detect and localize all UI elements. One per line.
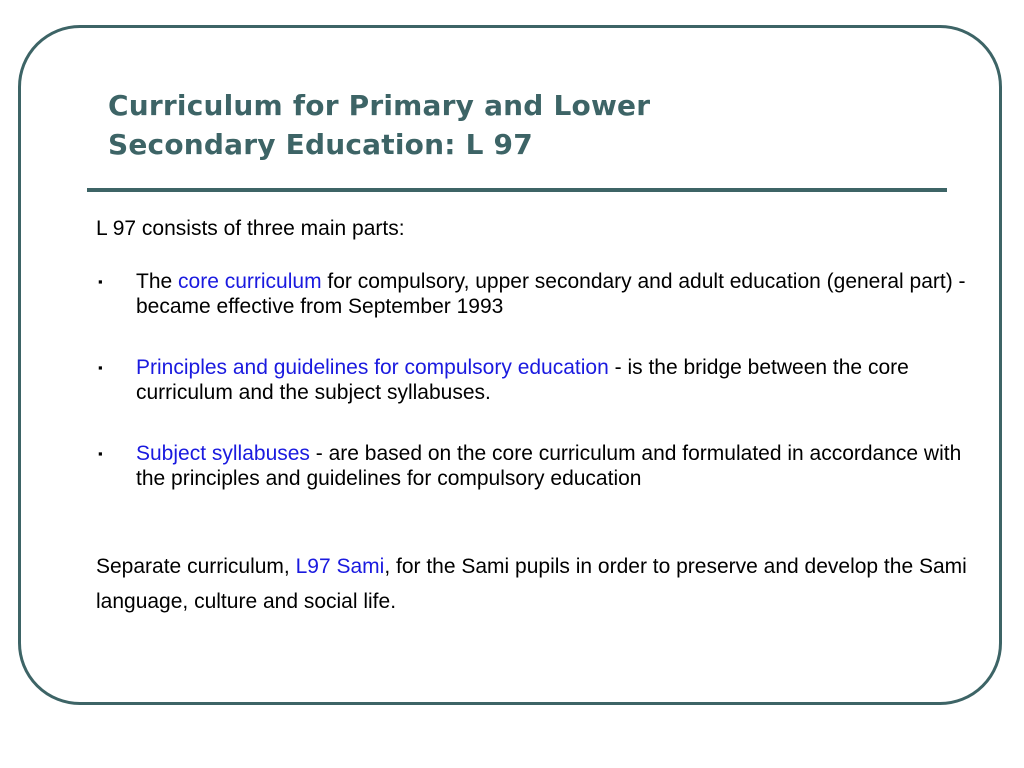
bullet-text-after: - is the bridge between the core curriculum and the subject syllabuses.	[136, 356, 909, 404]
closing-text-before: Separate curriculum,	[96, 555, 296, 578]
bullet-item-principles	[96, 355, 976, 405]
square-bullet-icon: ▪	[98, 274, 103, 289]
title-divider	[87, 188, 947, 192]
intro-text: L 97 consists of three main parts:	[96, 217, 405, 240]
highlight-subject-syllabuses: Subject syllabuses	[136, 442, 310, 465]
square-bullet-icon: ▪	[98, 360, 103, 375]
bullet-text-after: for compulsory, upper secondary and adult education (general part) - became effective from September 1993	[136, 270, 966, 318]
title-line-1: Curriculum for Primary and Lower	[108, 89, 651, 122]
bullet-text-after: - are based on the core curriculum and formulated in accordance with the principles and guidelines for compulsory education	[136, 442, 962, 490]
slide-title	[108, 86, 908, 164]
closing-text	[96, 549, 976, 619]
bullet-text-before: The	[136, 270, 179, 293]
bullet-list	[96, 269, 976, 491]
highlight-principles: Principles and guidelines for compulsory education	[136, 356, 609, 379]
title-line-2: Secondary Education: L 97	[108, 128, 533, 161]
highlight-core-curriculum: core curriculum	[178, 270, 322, 293]
bullet-item-core-curriculum	[96, 269, 976, 319]
bullet-item-subject-syllabuses	[96, 441, 976, 491]
closing-text-after: , for the Sami pupils in order to preserve and develop the Sami language, culture and social life.	[96, 555, 967, 613]
square-bullet-icon: ▪	[98, 446, 103, 461]
slide-body	[96, 216, 976, 619]
highlight-l97-sami: L97 Sami	[295, 555, 385, 578]
